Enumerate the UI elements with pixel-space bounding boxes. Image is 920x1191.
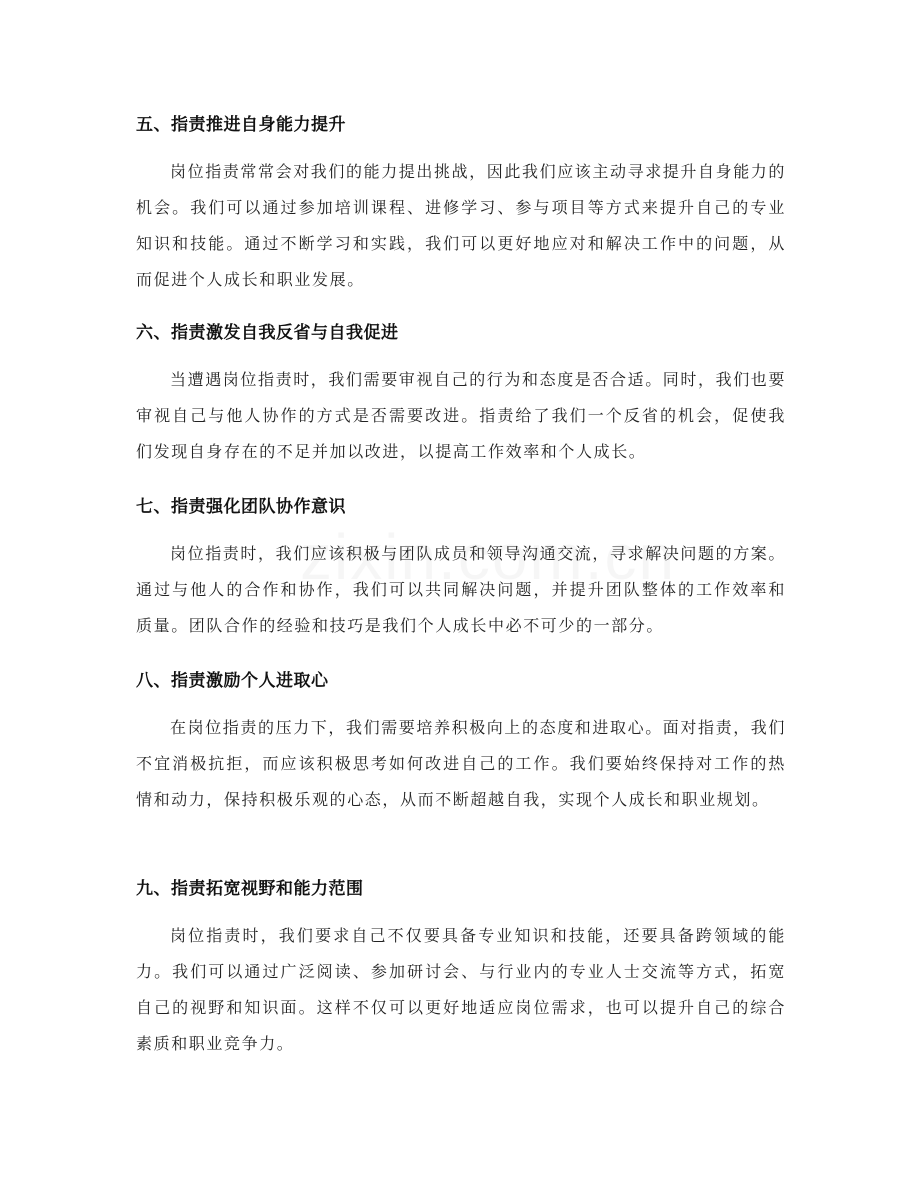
section-8-paragraph: 在岗位指责的压力下，我们需要培养积极向上的态度和进取心。面对指责，我们不宜消极抗拒，而应该积极思考如何改进自己的工作。我们要始终保持对工作的热情和动力，保持积极乐观的心态，从而不断超越自我，实现个人成长和职业规划。 [136,718,787,809]
section-6-heading: 六、指责激发自我反省与自我促进 [136,323,399,343]
section-8-heading: 八、指责激励个人进取心 [136,671,329,691]
section-6-paragraph: 当遭遇岗位指责时，我们需要审视自己的行为和态度是否合适。同时，我们也要审视自己与他人协作的方式是否需要改进。指责给了我们一个反省的机会，促使我们发现自身存在的不足并加以改进，以提高工作效率和个人成长。 [136,370,787,461]
section-7-paragraph: 岗位指责时，我们应该积极与团队成员和领导沟通交流，寻求解决问题的方案。通过与他人的合作和协作，我们可以共同解决问题，并提升团队整体的工作效率和质量。团队合作的经验和技巧是我们个人成长中必不可少的一部分。 [136,544,787,635]
section-5-paragraph: 岗位指责常常会对我们的能力提出挑战，因此我们应该主动寻求提升自身能力的机会。我们可以通过参加培训课程、进修学习、参与项目等方式来提升自己的专业知识和技能。通过不断学习和实践，我们可以更好地应对和解决工作中的问题，从而促进个人成长和职业发展。 [136,162,787,289]
section-7-heading: 七、指责强化团队协作意识 [136,497,346,517]
section-5-heading: 五、指责推进自身能力提升 [136,115,346,135]
section-9-heading: 九、指责拓宽视野和能力范围 [136,879,364,899]
section-9-paragraph: 岗位指责时，我们要求自己不仅要具备专业知识和技能，还要具备跨领域的能力。我们可以通过广泛阅读、参加研讨会、与行业内的专业人士交流等方式，拓宽自己的视野和知识面。这样不仅可以更好地适应岗位需求，也可以提升自己的综合素质和职业竞争力。 [136,926,786,1053]
